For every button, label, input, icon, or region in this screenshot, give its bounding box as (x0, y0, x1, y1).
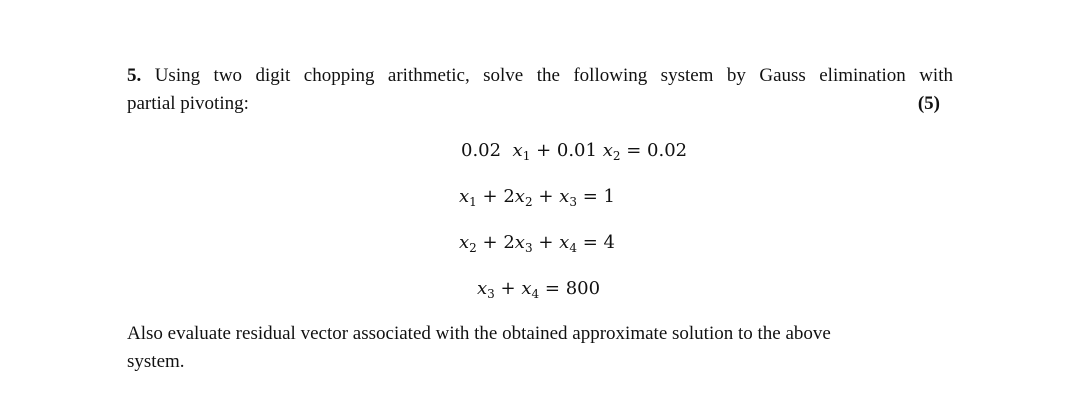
equation-2-var-2: x (514, 186, 525, 207)
equation-2 (459, 185, 615, 209)
question-line-2 (127, 90, 940, 118)
equation-1-var-2: x (602, 140, 613, 161)
equation-2-rhs: = 1 (582, 186, 615, 207)
equation-1-sub-2: 2 (612, 149, 621, 163)
equation-3 (459, 231, 615, 255)
equation-2-sub-3: 3 (569, 195, 577, 209)
equation-3-sub-2: 3 (524, 241, 533, 255)
equation-1 (461, 139, 687, 163)
equation-4-var-2: x (521, 278, 532, 299)
equation-3-var-1: x (459, 232, 470, 253)
equation-3-op-2: + (538, 232, 554, 253)
equation-3-var-3: x (559, 232, 570, 253)
equation-1-var-1: x (512, 140, 523, 161)
equation-4-var-1: x (477, 278, 488, 299)
equation-4-sub-1: 3 (487, 287, 495, 301)
equation-1-coefficient: 0.02 (461, 140, 502, 161)
equation-4 (477, 277, 600, 301)
equation-3-sub-3: 4 (569, 241, 577, 255)
equation-1-rhs: = 0.02 (626, 140, 688, 161)
equation-2-sub-2: 2 (524, 195, 533, 209)
equation-2-op-2: + (538, 186, 554, 207)
equation-2-op-1: + 2 (482, 186, 515, 207)
equation-2-sub-1: 1 (469, 195, 477, 209)
equation-4-rhs: = 800 (544, 278, 601, 299)
equation-3-rhs: = 4 (582, 232, 615, 253)
equation-3-sub-1: 2 (469, 241, 477, 255)
question-text-line-2: partial pivoting: (127, 93, 249, 114)
equation-1-sub-1: 1 (522, 149, 531, 163)
equation-2-var-1: x (459, 186, 470, 207)
followup-line-2: system. (127, 351, 185, 372)
question-number: 5. (127, 65, 142, 86)
question-text-line-1: Using two digit chopping arithmetic, solve the following system by Gauss elimination with (154, 65, 953, 86)
equation-3-var-2: x (514, 232, 525, 253)
equation-3-op-1: + 2 (482, 232, 515, 253)
marks-label: (5) (917, 93, 940, 114)
equation-4-sub-2: 4 (531, 287, 540, 301)
question-line-1 (127, 62, 953, 90)
followup-line-1: Also evaluate residual vector associated with the obtained approximate solution to the above (127, 323, 831, 344)
equation-2-var-3: x (559, 186, 570, 207)
equation-1-op-1: + 0.01 (536, 140, 597, 161)
equation-4-op-1: + (500, 278, 516, 299)
